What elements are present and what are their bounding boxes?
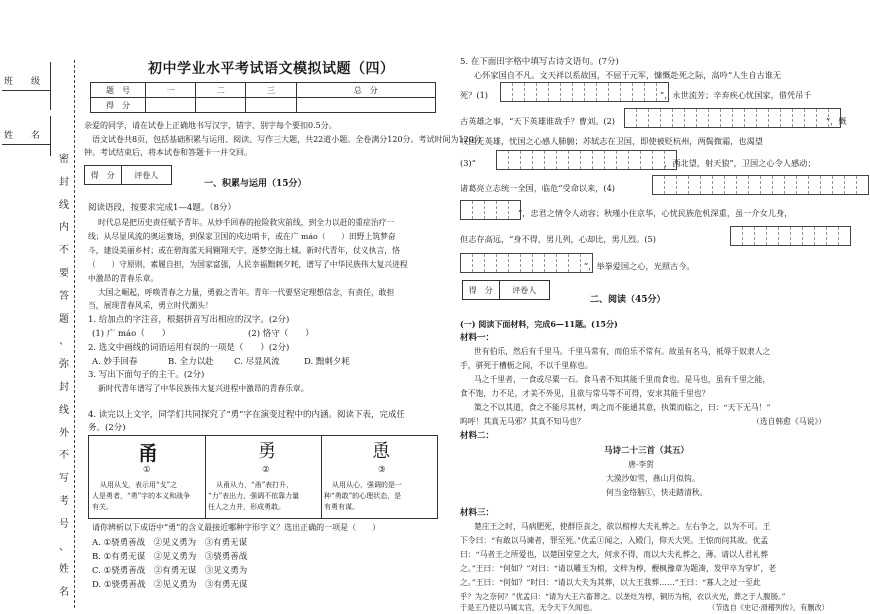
fill-grid-2[interactable] xyxy=(624,108,841,128)
material-3-line: 之。”王曰：“何如？”时曰：“请以大夫为其葬，以大王我葬……”王曰：“寡人之过一至此 xyxy=(460,578,761,587)
name-underline xyxy=(2,144,50,145)
question-2-option[interactable]: C. 尽显风流 xyxy=(234,357,280,367)
class-label: 班 级 xyxy=(4,77,41,87)
passage-line: 中激昂的青春乐章。 xyxy=(88,274,159,283)
fill-grid-1[interactable] xyxy=(500,82,669,102)
seal-char: 封 xyxy=(59,382,69,393)
side-frame xyxy=(50,62,51,110)
seal-char: 答 xyxy=(59,290,69,302)
q5-line: 古英雄之事，“天下英雄谁敌手？曹刘。(2) xyxy=(460,116,615,126)
intro-line: 亲爱的同学，请在试卷上正确地书写汉字，错字、别字每个要扣0.5分。 xyxy=(84,121,337,130)
glyph-table-divider xyxy=(321,436,322,518)
side-frame-2 xyxy=(50,116,51,156)
material-3-line: 曰：“马者王之所爱也，以楚国堂堂之大，何求不得，而以大夫礼葬之，薄。请以人君礼葬 xyxy=(460,550,769,559)
score-table xyxy=(90,82,436,113)
score-table-cell[interactable] xyxy=(146,98,196,113)
passage-line: 线；从尽显风流的奥运赛场，到保家卫国的戍边哨卡，或在广 máo（ ）田野上筑梦奋 xyxy=(88,232,396,241)
score-table-cell: 三 xyxy=(246,83,296,98)
q5-line: ”，慨 xyxy=(826,116,847,126)
question-4: 4. 读完以上文字，同学们共同探究了“勇”字在演变过程中的内涵。阅读下表，完成任 xyxy=(88,410,406,420)
glyph-desc: 种“勇敢”的心理状态，是 xyxy=(324,492,402,500)
poem-line: 大漠沙如雪，燕山月似钩。 xyxy=(606,474,700,483)
name-label: 姓 名 xyxy=(4,131,41,141)
q5-line: 诸葛亮立志统一全国，临危“受命以来，(4) xyxy=(460,183,615,193)
glyph-desc: 从甬从力，“甬”表打升， xyxy=(216,481,294,489)
material-1-line: 世有伯乐，然后有千里马。千里马常有，而伯乐不常有。故虽有名马，祗辱于奴隶人之 xyxy=(474,347,771,356)
oracle-glyph-icon: 甬 xyxy=(138,441,158,465)
q5-line: ”，忠君之情令人动容；秋瑾小住京华，心忧民族危机深重，虽一介女儿身， xyxy=(518,208,793,218)
glyph-desc: 有勇有谋。 xyxy=(324,503,359,511)
seal-char: 名 xyxy=(59,587,69,599)
seal-dashed-line xyxy=(74,60,75,608)
glyph-desc: 从用从心，强调的是一 xyxy=(332,481,402,489)
question-5: 5. 在下面田字格中填写古诗文语句。(7分) xyxy=(460,57,619,67)
question-4-prompt: 请你辨析以下成语中“勇”的含义最接近哪种字形字义？选出正确的一项是（ ） xyxy=(92,523,381,532)
scorer-label: 得 分 xyxy=(463,281,500,299)
seal-char: 内 xyxy=(59,222,69,234)
passage-line: （ ）守原则，素履自担，为国家富强，人民幸福黜刺夕耗，谱写了中华民族伟大复兴进程 xyxy=(88,260,408,269)
question-2-option[interactable]: A. 妙手回春 xyxy=(92,357,138,367)
q5-line: 心怀家国自不凡。文天祥以系故国，不屈于元军，慷慨赴死之际，高吟“人生自古谁无 xyxy=(474,70,782,80)
fill-grid-3[interactable] xyxy=(496,150,677,170)
score-table-cell: 二 xyxy=(196,83,246,98)
scorer-label: 评卷人 xyxy=(512,285,537,295)
material-1-line: 手，骈死于槽枥之间，不以千里称也。 xyxy=(460,361,593,370)
scorer-box xyxy=(84,165,172,185)
glyph-table-divider xyxy=(205,436,206,518)
reading-instruction: 阅读语段，按要求完成1—4题。（8分） xyxy=(88,203,236,213)
seal-char: 不 xyxy=(59,245,69,257)
question-3-sentence: 新时代青年谱写了中华民族伟大复兴进程中激昂的青春乐章。 xyxy=(98,384,309,393)
q5-line: 叹国无英雄，忧国之心感人肺腑；苏轼志在卫国，即使被贬杭州，两鬓微霜，也渴望 xyxy=(460,136,763,146)
fill-grid-5b[interactable] xyxy=(460,253,593,273)
passage-line: 时代总是把历史责任赋予青年。从炒手回春的抢险救灾前线，到全力以赶的重症治疗一 xyxy=(98,218,395,227)
passage-line: 当，展现青春风采，勇立时代潮头！ xyxy=(88,301,213,310)
seal-char: 、 xyxy=(59,541,69,553)
glyph-desc: 任人之力并，形成勇敢。 xyxy=(208,503,285,511)
seal-char: 号 xyxy=(59,518,69,530)
seal-char: 、 xyxy=(59,336,69,348)
question-1-part-a[interactable]: (1) 广 máo（ ） xyxy=(92,329,171,339)
glyph-desc: “力”表出力，强调不依靠力量 xyxy=(208,492,300,500)
seal-char: 姓 xyxy=(59,564,69,576)
q5-line: 但志存高远，“身不得，男儿列，心却比，男儿烈。(5) xyxy=(460,234,656,244)
question-4-cont: 务。(2分) xyxy=(88,423,126,433)
class-underline xyxy=(2,90,50,91)
seal-char: 考 xyxy=(59,496,69,507)
glyph-desc: 从用从戈，表示用“戈”之 xyxy=(100,481,178,489)
question-4-option[interactable]: C. ①骁勇善战 ②有勇无谋 ③见义勇为 xyxy=(92,566,248,576)
seal-char: 题 xyxy=(59,313,69,325)
seal-char: 写 xyxy=(59,473,69,485)
score-table-cell: 题 号 xyxy=(91,83,146,98)
question-3: 3. 写出下面句子的主干。(2分) xyxy=(88,370,205,380)
material-3-line: 之。”王曰：“何如？”对曰：“请以雕玉为棺，文梓为椁，楩枫豫章为题凑，发甲卒为穿圹，老 xyxy=(460,564,777,573)
fill-grid-4a[interactable] xyxy=(652,175,869,195)
question-1: 1. 给加点的字注音，根据拼音写出相应的汉字。(2分) xyxy=(88,315,290,325)
material-3-line: 乎？为之奈何？”优孟曰：“请为大王六畜葬之。以垄灶为椁，铜历为棺，衣以火光，葬之于人腹肠。” xyxy=(460,592,786,601)
glyph-number: ① xyxy=(143,465,151,475)
question-1-part-b[interactable]: (2) 恪守（ ） xyxy=(248,329,314,339)
material-3-line: 下令曰：“有敢以马谏者，罪至死。”优孟①闻之，入殿门，仰天大哭。王惊而问其故。优孟 xyxy=(460,536,769,545)
material-3-label: 材料三： xyxy=(460,508,495,518)
q5-line: ”，永世流芳；辛弃疾心忧国家，借凭吊千 xyxy=(660,90,812,100)
passage-line: 大国之崛起，呼唤青春之力量，勇毅之青年。青年一代要坚定理想信念，有责任，敢担 xyxy=(98,288,395,297)
glyph-number: ③ xyxy=(378,465,386,475)
reading-sub-heading: (一) 阅读下面材料，完成6—11题。(15分) xyxy=(460,319,618,329)
seal-char: 要 xyxy=(59,268,69,279)
seal-char: 弥 xyxy=(59,359,69,371)
seal-char: 不 xyxy=(59,450,69,462)
material-1-line: 呜呼！其真无马邪？其真不知马也？ xyxy=(460,417,585,426)
question-4-option[interactable]: D. ①骁勇善战 ②见义勇为 ③有勇无谋 xyxy=(92,580,248,590)
score-table-cell: 一 xyxy=(146,83,196,98)
material-3-line: 于是王乃使以马属太官，无令天下久闻也。 xyxy=(460,603,597,612)
q5-line: (3)“ xyxy=(460,158,476,168)
seal-char: 线 xyxy=(59,199,69,211)
question-2: 2. 选文中画线的词语运用有误的一项是（ ）(2分) xyxy=(88,343,290,353)
scorer-box xyxy=(462,280,550,300)
score-table-cell[interactable] xyxy=(296,98,435,113)
fill-grid-5a[interactable] xyxy=(730,226,851,246)
question-2-option[interactable]: B. 全力以赴 xyxy=(168,357,214,367)
intro-line: 钟。考试结束后，将本试卷和答题卡一并交回。 xyxy=(84,148,252,157)
passage-line: 斗，建设美丽乡村；或在碧海蓝天间翱翔天宇，逐梦空海土城。新时代青年，仗义执言，恪 xyxy=(88,246,400,255)
material-1-line: 食不饱，力不足，才美不外见，且欲与常马等不可得，安求其能千里也？ xyxy=(460,389,710,398)
seal-char: 线 xyxy=(59,404,69,416)
question-4-option[interactable]: B. ①有勇无谋 ②见义勇为 ③骁勇善战 xyxy=(92,552,248,562)
glyph-desc: 有关。 xyxy=(92,503,113,511)
q5-line: ”，举拳爱国之心，光照古今。 xyxy=(584,261,695,271)
material-1-line: 策之不以其道，食之不能尽其材，鸣之而不能通其意，执策而临之，曰：“天下无马！” xyxy=(474,403,771,412)
question-4-option[interactable]: A. ①骁勇善战 ②见义勇为 ③有勇无谋 xyxy=(92,538,248,548)
intro-line: 语文试卷共8页，包括基础积累与运用、阅读、写作三大题，共22道小题。全卷满分120分。考试时间为120分 xyxy=(92,135,482,144)
poem-title: 马诗二十三首（其五） xyxy=(604,446,690,456)
material-1-label: 材料一： xyxy=(460,333,495,343)
material-1-line: 马之千里者，一食或尽粟一石。食马者不知其能千里而食也。是马也，虽有千里之能， xyxy=(474,375,771,384)
q5-line: 死？(1) xyxy=(460,90,488,100)
page-title: 初中学业水平考试语文模拟试题（四） xyxy=(148,61,395,77)
seal-char: 外 xyxy=(59,427,69,439)
score-table-cell[interactable] xyxy=(246,98,296,113)
score-table-cell[interactable] xyxy=(196,98,246,113)
score-table-cell: 总 分 xyxy=(296,83,435,98)
bronze-glyph-icon: 勇 xyxy=(258,441,276,462)
section-2-heading: 二、阅读（45分） xyxy=(590,295,666,305)
material-2-label: 材料二： xyxy=(460,431,495,441)
poem-author: 唐·李贺 xyxy=(628,460,654,469)
q5-line: ，西北望，射天狼”，卫国之心令人感动； xyxy=(664,158,816,168)
seal-glyph-icon: 恿 xyxy=(372,441,390,462)
glyph-desc: 人是勇者，“勇”字的本义和战争 xyxy=(92,492,191,500)
seal-char: 封 xyxy=(59,176,69,188)
score-table-cell: 得 分 xyxy=(91,98,146,113)
scorer-label: 评卷人 xyxy=(134,170,159,180)
material-3-source: （节选自《史记·滑稽列传》，有删改） xyxy=(708,603,829,612)
material-1-source: （选自韩愈《马说》） xyxy=(752,417,827,426)
seal-char: 密 xyxy=(59,154,69,165)
fill-grid-4b[interactable] xyxy=(460,200,521,220)
section-1-heading: 一、积累与运用（15分） xyxy=(204,179,307,189)
glyph-number: ② xyxy=(262,465,270,475)
question-2-option[interactable]: D. 黜刺夕耗 xyxy=(304,357,350,367)
scorer-label: 得 分 xyxy=(85,166,122,184)
material-3-line: 楚庄王之时，马病肥死，使群臣丧之，欲以棺椁大夫礼葬之。左右争之，以为不可。王 xyxy=(474,522,771,531)
poem-line: 何当金络脑①，快走踏清秋。 xyxy=(606,488,708,497)
